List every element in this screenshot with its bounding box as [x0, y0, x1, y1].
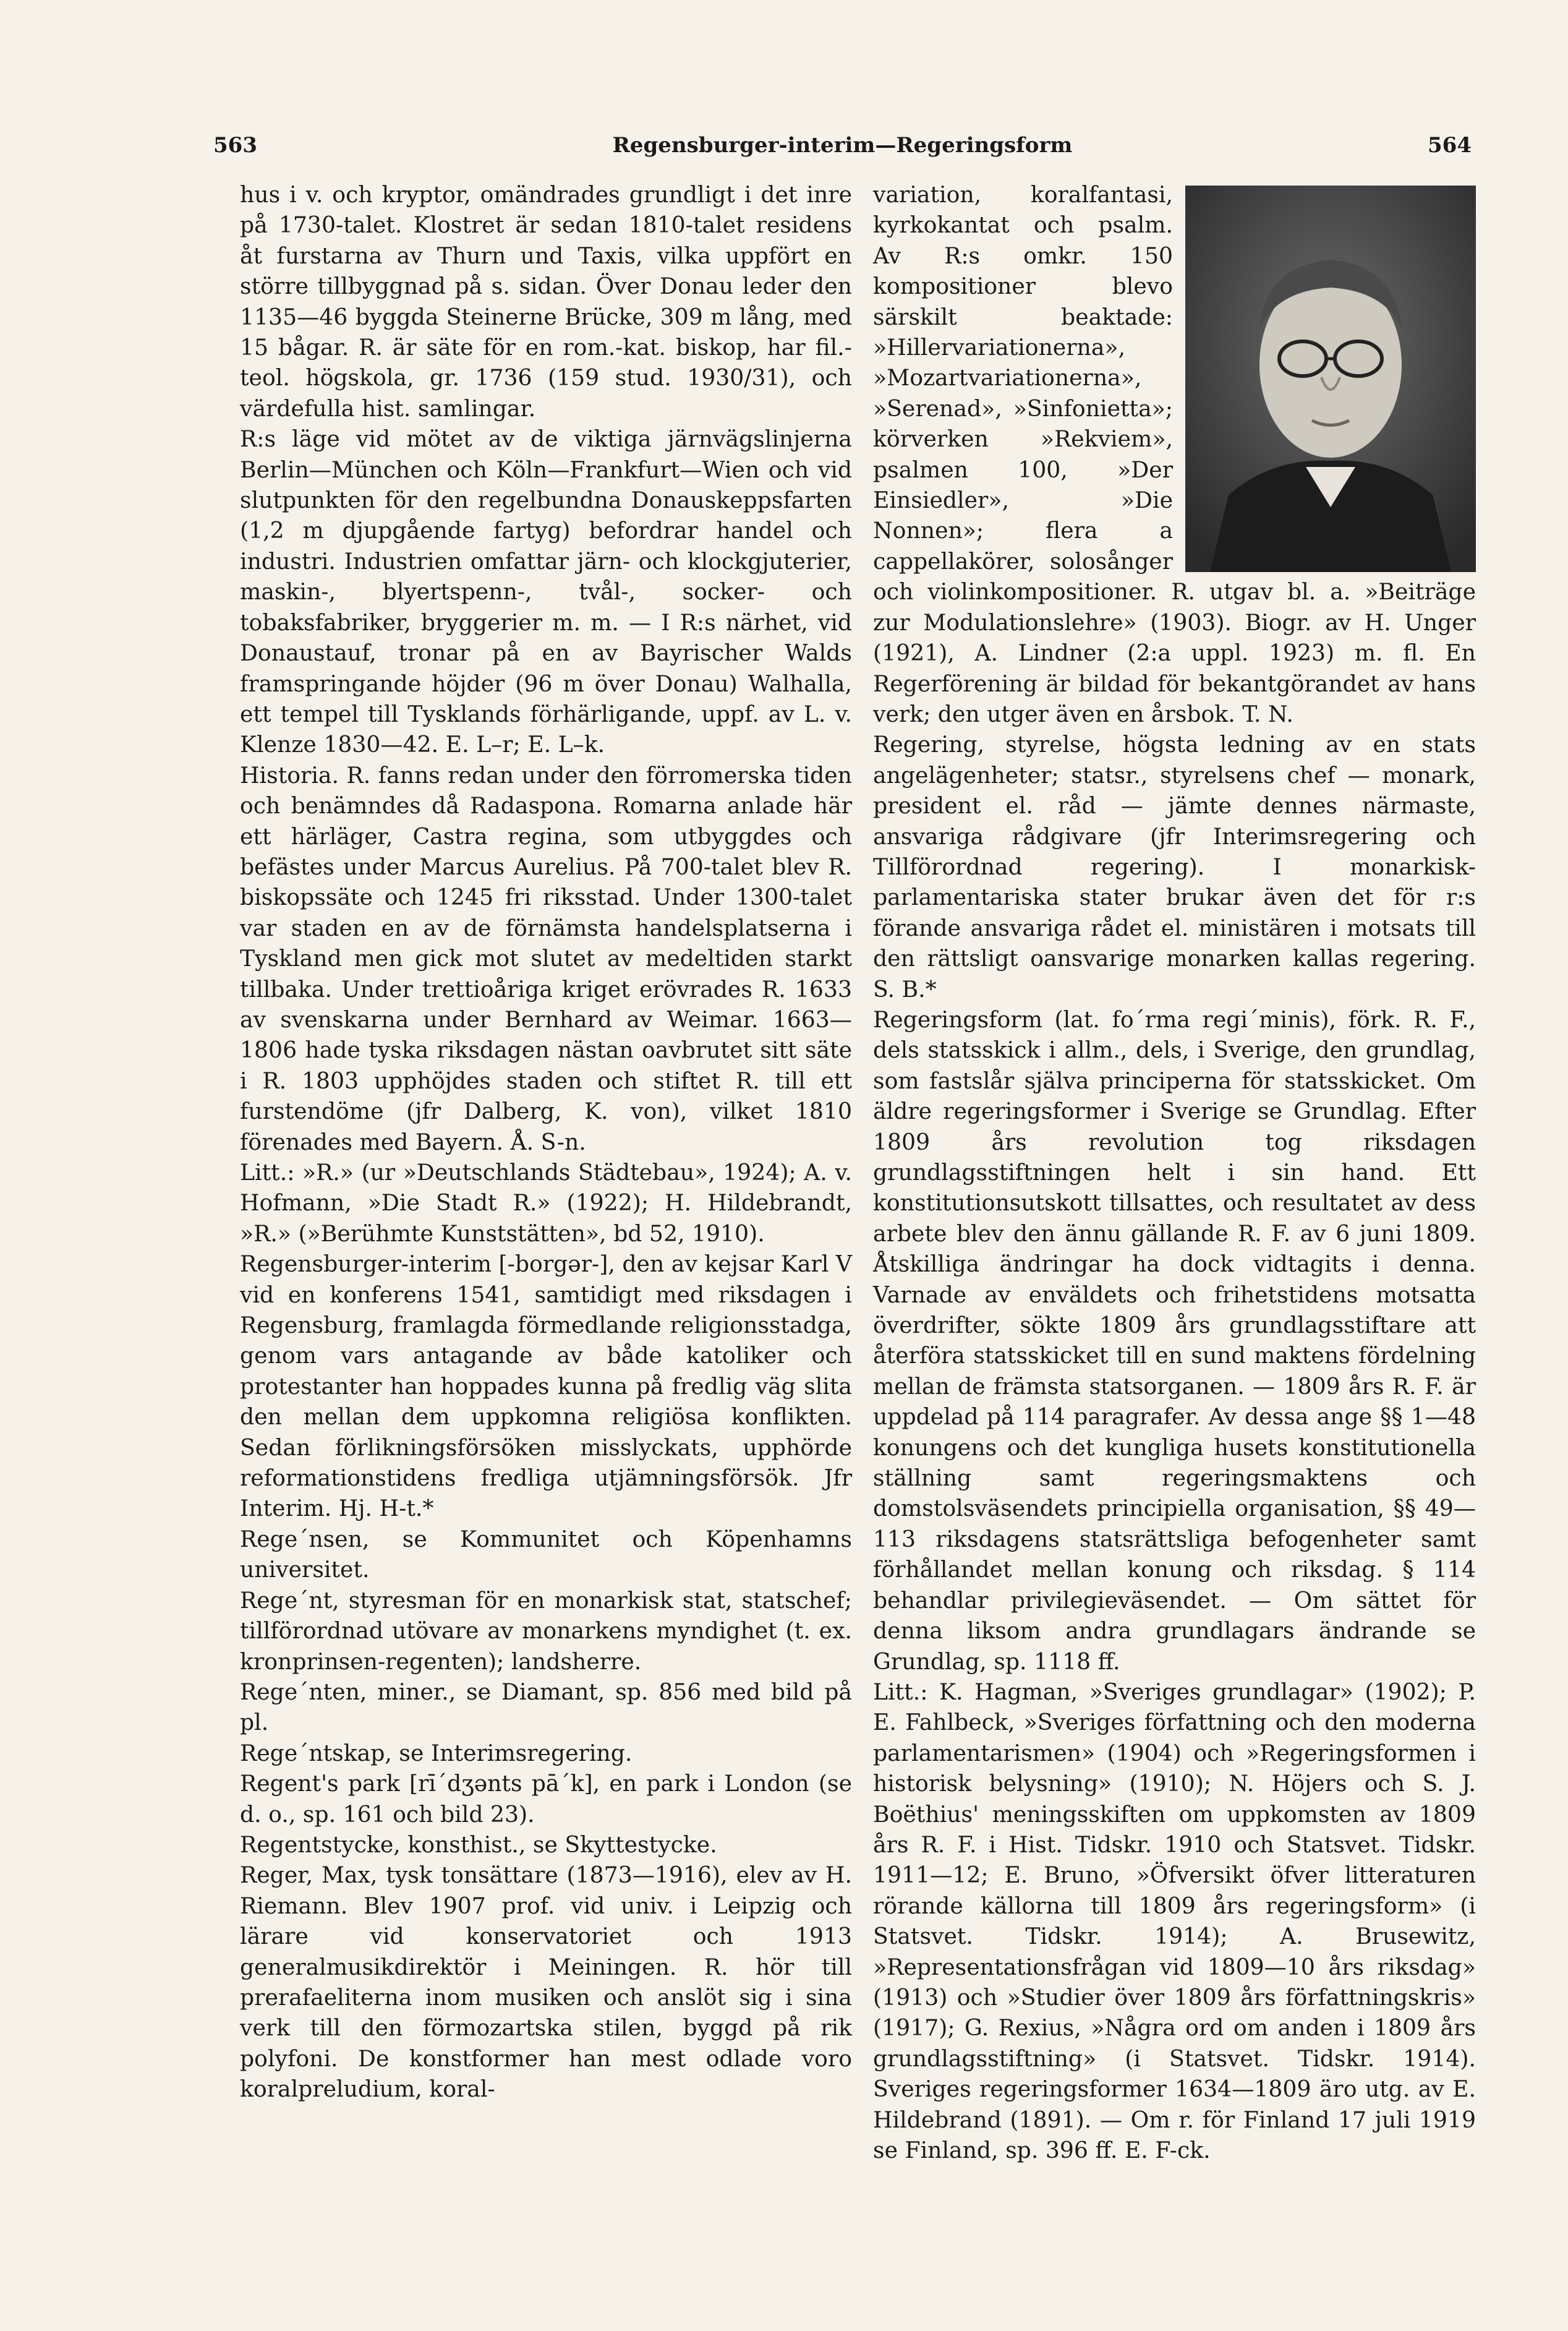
running-header [213, 133, 1472, 170]
paragraph: Rege´nsen, se Kommunitet och Köpenhamns universitet. [240, 1525, 852, 1583]
paragraph: Rege´ntskap, se Interimsregering. [240, 1739, 633, 1766]
page-number-left: 563 [213, 133, 257, 158]
paragraph: hus i v. och kryptor, omändrades grundligt i det inre på 1730-talet. Klostret är sedan 1810-talet residens åt furstarna av Thurn und Taxis, vilka uppfört en större tillbyggnad på s. sidan. Över Donau leder den 1135—46 byggda Steinerne Brücke, 309 m lång, med 15 bågar. R. är säte för en rom.-kat. biskop, har fil.-teol. högskola, gr. 1736 (159 stud. 1930/31), och värdefulla hist. samlingar. [240, 181, 852, 422]
portrait-photo [1185, 186, 1476, 572]
left-column [240, 179, 852, 2105]
header-title: Regensburger-interim—Regeringsform [612, 133, 1073, 158]
paragraph: Historia. R. fanns redan under den förromerska tiden och benämndes då Radaspona. Romarna anlade här ett härläger, Castra regina, som utbyggdes och befästes under Marcus Aurelius. På 700-talet blev R. biskopssäte och 1245 fri riksstad. Under 1300-talet var staden en av de förnämsta handelsplatserna i Tyskland men gick mot slutet av medeltiden starkt tillbaka. Under trettioåriga kriget erövrades R. 1633 av svenskarna under Bernhard av Weimar. 1663—1806 hade tyska riksdagen nästan oavbrutet sitt säte i R. 1803 upphöjdes staden och stiftet R. till ett furstendöme (jfr Dalberg, K. von), vilket 1810 förenades med Bayern. Å. S-n. [240, 761, 852, 1155]
paragraph: R:s läge vid mötet av de viktiga järnvägslinjerna Berlin—München och Köln—Frankfurt—Wien och vid slutpunkten för den regelbundna Donauskeppsfarten (1,2 m djupgående fartyg) befordrar handel och industri. Industrien omfattar järn- och klockgjuterier, maskin-, blyertspenn-, tvål-, socker- och tobaksfabriker, bryggerier m. m. — I R:s närhet, vid Donaustauf, tronar på en av Bayrischer Walds framspringande höjder (96 m över Donau) Walhalla, ett tempel till Tysklands förhärligande, uppf. av L. v. Klenze 1830—42. E. L–r; E. L–k. [240, 426, 852, 758]
paragraph: Regering, styrelse, högsta ledning av en stats angelägenheter; statsr., styrelsens chef — monark, president el. råd — jämte dennes närmaste, ansvariga rådgivare (jfr Interimsregering och Tillförordnad regering). I monarkisk-parlamentariska stater brukar även det för r:s förande ansvariga rådet el. ministären i motsats till den rättsligt oansvarige monarken kallas regering. S. B.* [873, 731, 1476, 1003]
right-column [873, 179, 1476, 2165]
paragraph: Regentstycke, konsthist., se Skyttestycke. [240, 1831, 717, 1858]
paragraph: Regensburger-interim [-borgər-], den av kejsar Karl V vid en konferens 1541, samtidigt med riksdagen i Regensburg, framlagda förmedlande religionsstadga, genom vars antagande av både katoliker och protestanter han hoppades kunna på fredlig väg slita den mellan dem uppkomna religiösa konflikten. Sedan förlikningsförsöken misslyckats, upphörde reformationstidens fredliga utjämningsförsök. Jfr Interim. Hj. H-t.* [240, 1251, 852, 1522]
page-number-right: 564 [1428, 133, 1472, 158]
paragraph: Rege´nten, miner., se Diamant, sp. 856 med bild på pl. [240, 1678, 852, 1736]
paragraph: Regeringsform (lat. fo´rma regi´minis), förk. R. F., dels statsskick i allm., dels, i Sverige, den grundlag, som fastslår själva principerna för statsskicket. Om äldre regeringsformer i Sverige se Grundlag. Efter 1809 års revolution tog riksdagen grundlagsstiftningen helt i sin hand. Ett konstitutionsutskott tillsattes, och resultatet av dess arbete blev den ännu gällande R. F. av 6 juni 1809. Åtskilliga ändringar ha dock vidtagits i denna. Varnade av enväldets och frihetstidens motsatta överdrifter, sökte 1809 års grundlagsstiftare att återföra statsskicket till en sund maktens fördelning mellan de främsta statsorganen. — 1809 års R. F. är uppdelad på 114 paragrafer. Av dessa ange §§ 1—48 konungens och det kungliga husets konstitutionella ställning samt regeringsmaktens och domstolsväsendets principiella organisation, §§ 49—113 riksdagens statsrättsliga befogenheter samt förhållandet mellan konung och riksdag. § 114 behandlar privilegieväsendet. — Om sättet för denna liksom andra grundlagars ändrande se Grundlag, sp. 1118 ff. [873, 1006, 1476, 1675]
paragraph: variation, koralfantasi, kyrkokantat och psalm. Av R:s omkr. 150 kompositioner blevo särskilt beaktade: »Hillervariationerna», »Mozartvariationerna», »Serenad», »Sinfonietta»; körverken »Rekviem», psalmen 100, »Der Einsiedler», »Die Nonnen»; flera a cappellakörer, solosånger och violinkompositioner. R. utgav bl. a. »Beiträge zur Modulationslehre» (1903). Biogr. av H. Unger (1921), A. Lindner (2:a uppl. 1923) m. fl. En Regerförening är bildad för bekantgörandet av hans verk; den utger även en årsbok. T. N. [873, 181, 1476, 727]
paragraph: Litt.: »R.» (ur »Deutschlands Städtebau», 1924); A. v. Hofmann, »Die Stadt R.» (1922); H. Hildebrandt, »R.» (»Berühmte Kunststätten», bd 52, 1910). [240, 1159, 852, 1247]
paragraph: Regent's park [rī´dʒənts pā´k], en park i London (se d. o., sp. 161 och bild 23). [240, 1770, 852, 1828]
paragraph: Reger, Max, tysk tonsättare (1873—1916), elev av H. Riemann. Blev 1907 prof. vid univ. i Leipzig och lärare vid konservatoriet och 1913 generalmusikdirektör i Meiningen. R. hör till prerafaeliterna inom musiken och anslöt sig i sina verk till den förmozartska stilen, byggd på rik polyfoni. De konstformer han mest odlade voro koralpreludium, koral- [240, 1862, 852, 2103]
paragraph: Litt.: K. Hagman, »Sveriges grundlagar» (1902); P. E. Fahlbeck, »Sveriges författning och den moderna parlamentarismen» (1904) och »Regeringsformen i historisk belysning» (1910); N. Höjers och S. J. Boëthius' meningsskiften om uppkomsten av 1809 års R. F. i Hist. Tidskr. 1910 och Statsvet. Tidskr. 1911—12; E. Bruno, »Öfversikt öfver litteraturen rörande källorna till 1809 års regeringsform» (i Statsvet. Tidskr. 1914); A. Brusewitz, »Representationsfrågan vid 1809—10 års riksdag» (1913) och »Studier över 1809 års författningskris» (1917); G. Rexius, »Några ord om anden i 1809 års grundlagsstiftning» (i Statsvet. Tidskr. 1914). Sveriges regeringsformer 1634—1809 äro utg. av E. Hildebrand (1891). — Om r. för Finland 17 juli 1919 se Finland, sp. 396 ff. E. F-ck. [873, 1678, 1476, 2163]
paragraph: Rege´nt, styresman för en monarkisk stat, statschef; tillförordnad utövare av monarkens myndighet (t. ex. kronprinsen-regenten); landsherre. [240, 1586, 852, 1675]
portrait-image [1185, 186, 1476, 572]
